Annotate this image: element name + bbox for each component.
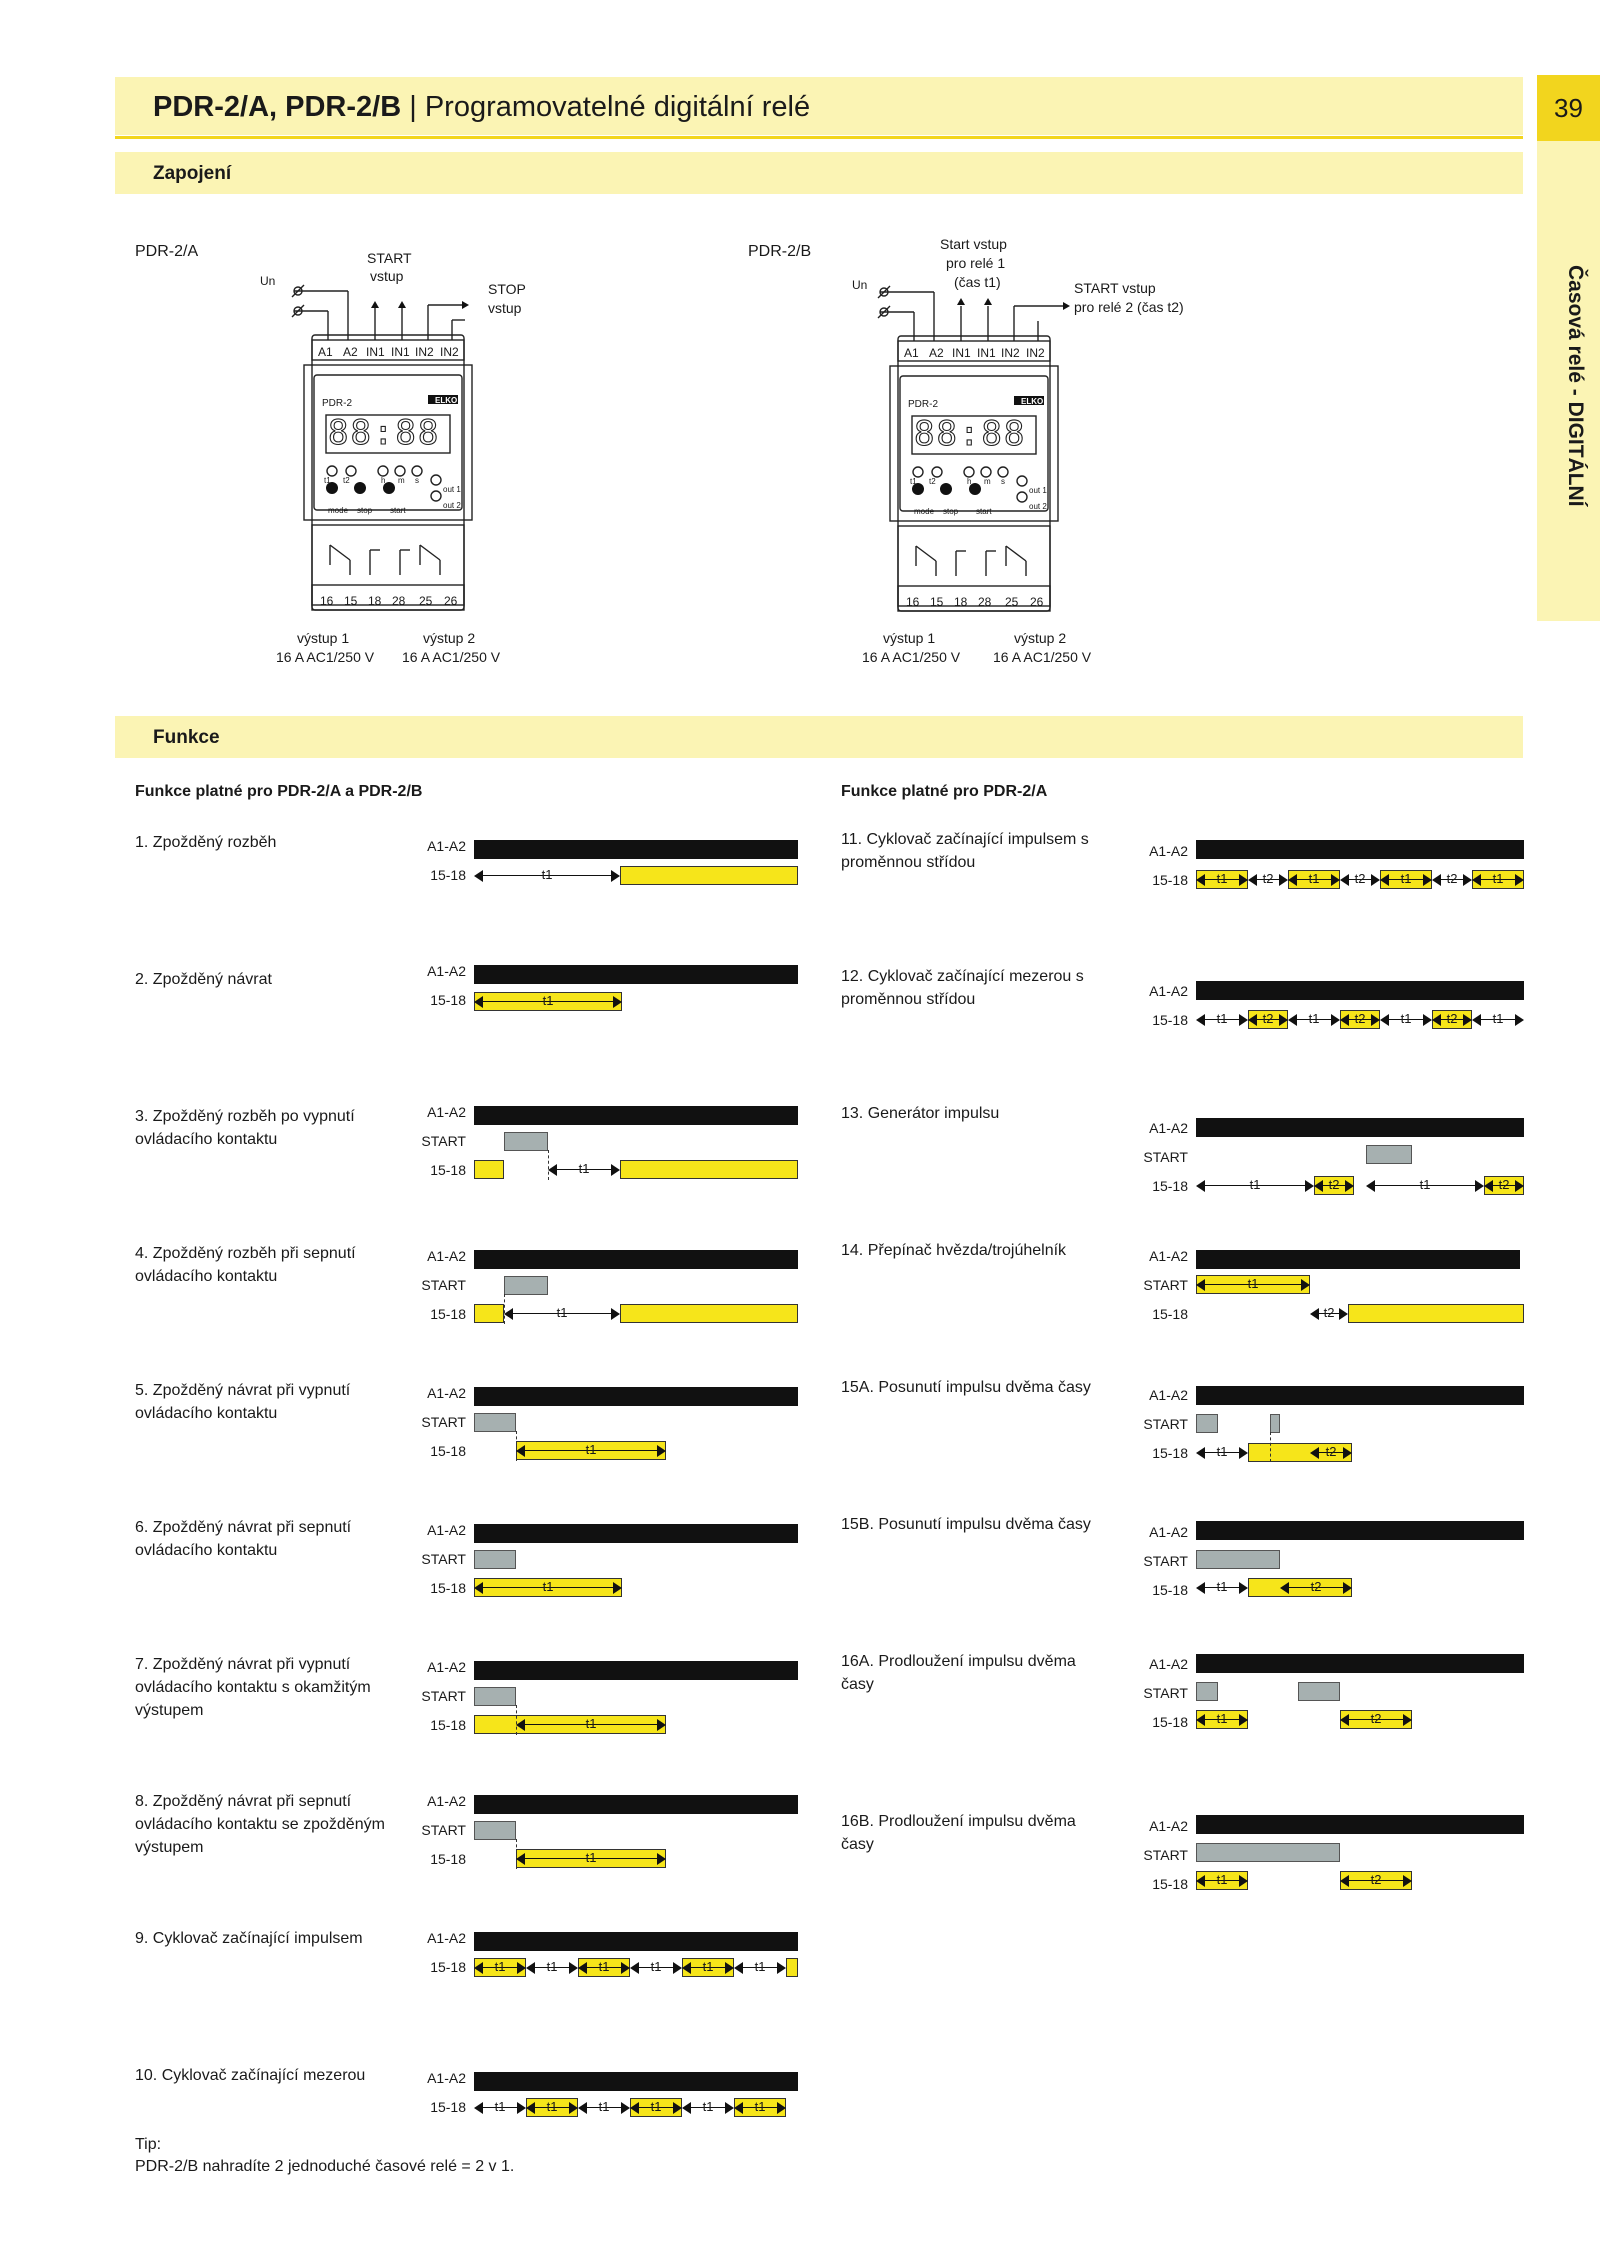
timing-arrow: t1 (1380, 1013, 1432, 1027)
start-pulse (474, 1687, 516, 1706)
output-pulse (620, 866, 798, 885)
output2-label-a: výstup 2 (423, 630, 476, 646)
row-label: A1-A2 (1149, 1818, 1188, 1834)
function-name: 15B. Posunutí impulsu dvěma časy (841, 1516, 1091, 1533)
timing-arrow: t1 (1196, 1581, 1248, 1595)
led-label: m (984, 477, 991, 486)
timing-arrow: t1 (630, 1961, 682, 1975)
function-name: 14. Přepínač hvězda/trojúhelník (841, 1242, 1067, 1259)
timing-arrow: t2 (1280, 1581, 1352, 1595)
timing-arrow: t1 (516, 1444, 666, 1458)
right-column-heading: Funkce platné pro PDR-2/A (841, 783, 1048, 800)
side-tab-label: Časová relé - DIGITÁLNÍ (1564, 265, 1587, 507)
led-label: m (398, 476, 405, 485)
terminal: 26 (444, 594, 458, 608)
startvstup1-l2: pro relé 1 (946, 255, 1006, 271)
row-label: START (1143, 1685, 1188, 1701)
un-label-a: Un (260, 274, 276, 288)
output1-rating-a: 16 A AC1/250 V (276, 649, 375, 665)
row-label: 15-18 (430, 1162, 466, 1178)
function-name: 1. Zpožděný rozběh (135, 834, 277, 851)
terminal: IN1 (366, 345, 385, 359)
timing-arrow: t1 (474, 2101, 526, 2115)
output2-rating-b: 16 A AC1/250 V (993, 649, 1092, 665)
timing-arrow: t2 (1340, 1713, 1412, 1727)
start-sub-a: vstup (370, 268, 404, 284)
startvstup1-l1: Start vstup (940, 236, 1007, 252)
supply-bar (474, 1795, 798, 1814)
supply-bar (474, 1661, 798, 1680)
supply-bar (1196, 981, 1524, 1000)
output-led-label: out 1 (443, 485, 461, 494)
led-label: t1 (324, 476, 331, 485)
function-name: 4. Zpožděný rozběh při sepnutí ovládacího kontaktu (135, 1245, 356, 1285)
terminal: IN2 (440, 345, 459, 359)
button-label: stop (357, 506, 373, 515)
output-pulse (620, 1160, 798, 1179)
start-label-a: START (367, 250, 412, 266)
left-column-heading: Funkce platné pro PDR-2/A a PDR-2/B (135, 783, 423, 800)
terminal: IN2 (1001, 346, 1020, 360)
timing-arrow: t1 (682, 2101, 734, 2115)
timing-arrow: t1 (1196, 1013, 1248, 1027)
terminal: A2 (343, 345, 358, 359)
timing-arrow: t1 (526, 1961, 578, 1975)
supply-bar (1196, 1521, 1524, 1540)
output-led-label: out 1 (1029, 486, 1047, 495)
terminal: 16 (320, 594, 334, 608)
function-name: 2. Zpožděný návrat (135, 971, 272, 988)
output-pulse (786, 1958, 798, 1977)
function-name: 16A. Prodloužení impulsu dvěma časy (841, 1653, 1076, 1693)
row-label: 15-18 (1152, 1876, 1188, 1892)
timing-arrow: t1 (1366, 1179, 1484, 1193)
row-label: 15-18 (1152, 1012, 1188, 1028)
function-name: 15A. Posunutí impulsu dvěma časy (841, 1379, 1091, 1396)
output-pulse (474, 1160, 504, 1179)
row-label: 15-18 (430, 1851, 466, 1867)
start-pulse (1270, 1414, 1280, 1433)
terminal: IN2 (415, 345, 434, 359)
svg-text:88:88: 88:88 (914, 414, 1027, 454)
timing-arrow: t1 (474, 1581, 622, 1595)
row-label: START (421, 1822, 466, 1838)
title-underline (115, 136, 1523, 139)
supply-bar (474, 1387, 798, 1406)
row-label: START (1143, 1847, 1188, 1863)
start-pulse (1366, 1145, 1412, 1164)
section-title-wiring: Zapojení (153, 163, 232, 184)
row-label: A1-A2 (1149, 843, 1188, 859)
row-label: 15-18 (1152, 1582, 1188, 1598)
timing-arrow: t1 (1472, 873, 1524, 887)
title-band (115, 77, 1523, 135)
supply-bar (1196, 1654, 1524, 1673)
supply-bar (474, 1932, 798, 1951)
device-diagram-a (280, 275, 540, 615)
un-label-b: Un (852, 278, 868, 292)
row-label: 15-18 (430, 1306, 466, 1322)
device-name-b: PDR-2 (908, 399, 939, 410)
timing-arrow: t2 (1314, 1179, 1354, 1193)
output2-label-b: výstup 2 (1014, 630, 1067, 646)
supply-bar (474, 965, 798, 984)
timing-arrow: t1 (1196, 1874, 1248, 1888)
terminal: 18 (954, 595, 968, 609)
timing-arrow: t1 (734, 1961, 786, 1975)
row-label: A1-A2 (1149, 1248, 1188, 1264)
row-label: START (421, 1414, 466, 1430)
led-label: s (415, 476, 419, 485)
supply-bar (1196, 1815, 1524, 1834)
terminal: 25 (419, 594, 433, 608)
stop-sub-a: vstup (488, 300, 522, 316)
output1-label-b: výstup 1 (883, 630, 936, 646)
function-name: 13. Generátor impulsu (841, 1105, 1000, 1122)
row-label: 15-18 (430, 992, 466, 1008)
start-pulse (1196, 1843, 1340, 1862)
row-label: 15-18 (1152, 1178, 1188, 1194)
model-label-a: PDR-2/A (135, 243, 199, 260)
timing-arrow: t2 (1340, 873, 1380, 887)
timing-arrow: t2 (1310, 1307, 1348, 1321)
timing-arrow: t1 (474, 869, 620, 883)
row-label: A1-A2 (427, 1522, 466, 1538)
terminal: 16 (906, 595, 920, 609)
supply-bar (474, 2072, 798, 2091)
terminal: IN2 (1026, 346, 1045, 360)
timing-arrow: t1 (1196, 1713, 1248, 1727)
led-label: t2 (343, 476, 350, 485)
device-name-a: PDR-2 (322, 398, 353, 409)
output-pulse (474, 1304, 504, 1323)
row-label: A1-A2 (427, 2070, 466, 2086)
start-pulse (504, 1276, 548, 1295)
timing-arrow: t1 (548, 1163, 620, 1177)
timing-arrow: t1 (1472, 1013, 1524, 1027)
supply-bar (474, 1524, 798, 1543)
led-label: t1 (910, 477, 917, 486)
timing-arrow: t1 (516, 1718, 666, 1732)
terminal: 28 (392, 594, 406, 608)
start-pulse (1298, 1682, 1340, 1701)
timing-arrow: t1 (1196, 1446, 1248, 1460)
brand-logo-a: ELKO (435, 396, 458, 405)
brand-logo-b: ELKO (1021, 397, 1044, 406)
timing-arrow: t1 (516, 1852, 666, 1866)
timing-arrow: t1 (630, 2101, 682, 2115)
start-pulse (1196, 1682, 1218, 1701)
row-label: START (421, 1688, 466, 1704)
startvstup2-l1: START vstup (1074, 280, 1156, 296)
row-label: 15-18 (430, 1959, 466, 1975)
timing-arrow: t1 (1288, 1013, 1340, 1027)
function-name: 7. Zpožděný návrat při vypnutí ovládacího kontaktu s okamžitým výstupem (135, 1656, 371, 1719)
terminal: 15 (344, 594, 358, 608)
start-pulse (474, 1413, 516, 1432)
timing-arrow: t1 (504, 1307, 620, 1321)
row-label: 15-18 (430, 1443, 466, 1459)
row-label: A1-A2 (427, 963, 466, 979)
model-label-b: PDR-2/B (748, 243, 812, 260)
button-label: stop (943, 507, 959, 516)
row-label: A1-A2 (1149, 983, 1188, 999)
row-label: A1-A2 (1149, 1387, 1188, 1403)
output2-rating-a: 16 A AC1/250 V (402, 649, 501, 665)
startvstup2-l2: pro relé 2 (čas t2) (1074, 299, 1184, 315)
timing-arrow: t1 (526, 2101, 578, 2115)
timing-arrow: t1 (734, 2101, 786, 2115)
terminal: IN1 (391, 345, 410, 359)
row-label: START (1143, 1149, 1188, 1165)
terminal: A2 (929, 346, 944, 360)
timing-arrow: t2 (1340, 1874, 1412, 1888)
function-name: 11. Cyklovač začínající impulsem s proměnnou střídou (841, 831, 1089, 871)
timing-arrow: t2 (1432, 873, 1472, 887)
terminal: 15 (930, 595, 944, 609)
row-label: 15-18 (430, 867, 466, 883)
page-number: 39 (1537, 75, 1600, 141)
led-label: h (381, 476, 386, 485)
timing-arrow: t1 (578, 1961, 630, 1975)
timing-arrow: t1 (474, 995, 622, 1009)
terminal: A1 (318, 345, 333, 359)
timing-arrow: t2 (1340, 1013, 1380, 1027)
startvstup1-l3: (čas t1) (954, 274, 1001, 290)
start-pulse (474, 1821, 516, 1840)
button-label: start (976, 507, 992, 516)
function-name: 8. Zpožděný návrat při sepnutí ovládacího kontaktu se zpožděným výstupem (135, 1793, 385, 1856)
timing-arrow: t1 (1196, 1278, 1310, 1292)
supply-bar (1196, 1386, 1524, 1405)
tip-text: PDR-2/B nahradíte 2 jednoduché časové relé = 2 v 1. (135, 2158, 515, 2175)
terminal: 28 (978, 595, 992, 609)
supply-bar (1196, 840, 1524, 859)
start-pulse (1196, 1414, 1218, 1433)
row-label: 15-18 (430, 1717, 466, 1733)
tip-title: Tip: (135, 2136, 162, 2153)
function-name: 12. Cyklovač začínající mezerou s proměnnou střídou (841, 968, 1084, 1008)
timing-arrow: t1 (682, 1961, 734, 1975)
supply-bar (474, 840, 798, 859)
start-pulse (1196, 1550, 1280, 1569)
led-label: s (1001, 477, 1005, 486)
start-pulse (504, 1132, 548, 1151)
timing-arrow: t1 (1380, 873, 1432, 887)
terminal: IN1 (977, 346, 996, 360)
row-label: A1-A2 (1149, 1524, 1188, 1540)
timing-arrow: t1 (474, 1961, 526, 1975)
button-label: start (390, 506, 406, 515)
led-label: h (967, 477, 972, 486)
timing-arrow: t1 (578, 2101, 630, 2115)
function-name: 6. Zpožděný návrat při sepnutí ovládacího kontaktu (135, 1519, 352, 1559)
section-title-functions: Funkce (153, 727, 220, 748)
function-name: 16B. Prodloužení impulsu dvěma časy (841, 1813, 1076, 1853)
start-pulse (474, 1550, 516, 1569)
timing-arrow: t1 (1196, 1179, 1314, 1193)
function-name: 10. Cyklovač začínající mezerou (135, 2067, 366, 2084)
supply-bar (1196, 1250, 1520, 1269)
row-label: A1-A2 (427, 1104, 466, 1120)
row-label: A1-A2 (427, 838, 466, 854)
row-label: 15-18 (430, 2099, 466, 2115)
row-label: START (1143, 1416, 1188, 1432)
row-label: START (1143, 1277, 1188, 1293)
row-label: 15-18 (1152, 1306, 1188, 1322)
function-name: 9. Cyklovač začínající impulsem (135, 1930, 363, 1947)
output-pulse (620, 1304, 798, 1323)
timing-arrow: t2 (1310, 1446, 1352, 1460)
output-pulse (1348, 1304, 1524, 1323)
row-label: START (421, 1551, 466, 1567)
row-label: START (421, 1277, 466, 1293)
led-label: t2 (929, 477, 936, 486)
button-label: mode (914, 507, 935, 516)
row-label: 15-18 (1152, 872, 1188, 888)
row-label: A1-A2 (427, 1659, 466, 1675)
timing-arrow: t2 (1248, 873, 1288, 887)
page-title: PDR-2/A, PDR-2/B | Programovatelné digitální relé (153, 91, 811, 123)
output-led-label: out 2 (443, 501, 461, 510)
row-label: A1-A2 (427, 1248, 466, 1264)
supply-bar (474, 1106, 798, 1125)
row-label: 15-18 (430, 1580, 466, 1596)
timing-arrow: t2 (1432, 1013, 1472, 1027)
timing-arrow: t2 (1248, 1013, 1288, 1027)
row-label: START (421, 1133, 466, 1149)
output1-label-a: výstup 1 (297, 630, 350, 646)
function-name: 5. Zpožděný návrat při vypnutí ovládacího kontaktu (135, 1382, 351, 1422)
terminal: 26 (1030, 595, 1044, 609)
section-band-wiring (115, 152, 1523, 194)
button-label: mode (328, 506, 349, 515)
row-label: A1-A2 (427, 1930, 466, 1946)
row-label: A1-A2 (1149, 1656, 1188, 1672)
terminal: 18 (368, 594, 382, 608)
terminal: IN1 (952, 346, 971, 360)
timing-arrow: t1 (1196, 873, 1248, 887)
svg-text:88:88: 88:88 (328, 413, 441, 453)
timing-arrow: t1 (1288, 873, 1340, 887)
stop-label-a: STOP (488, 281, 526, 297)
function-name: 3. Zpožděný rozběh po vypnutí ovládacího kontaktu (135, 1108, 355, 1148)
output-led-label: out 2 (1029, 502, 1047, 511)
terminal: A1 (904, 346, 919, 360)
terminal: 25 (1005, 595, 1019, 609)
timing-arrow: t2 (1484, 1179, 1524, 1193)
row-label: 15-18 (1152, 1714, 1188, 1730)
row-label: A1-A2 (1149, 1120, 1188, 1136)
section-band-functions (115, 716, 1523, 758)
output1-rating-b: 16 A AC1/250 V (862, 649, 961, 665)
timing-marker (1270, 1432, 1271, 1462)
device-diagram-b (866, 276, 1126, 616)
supply-bar (474, 1250, 798, 1269)
row-label: 15-18 (1152, 1445, 1188, 1461)
supply-bar (1196, 1118, 1524, 1137)
row-label: A1-A2 (427, 1385, 466, 1401)
row-label: A1-A2 (427, 1793, 466, 1809)
row-label: START (1143, 1553, 1188, 1569)
